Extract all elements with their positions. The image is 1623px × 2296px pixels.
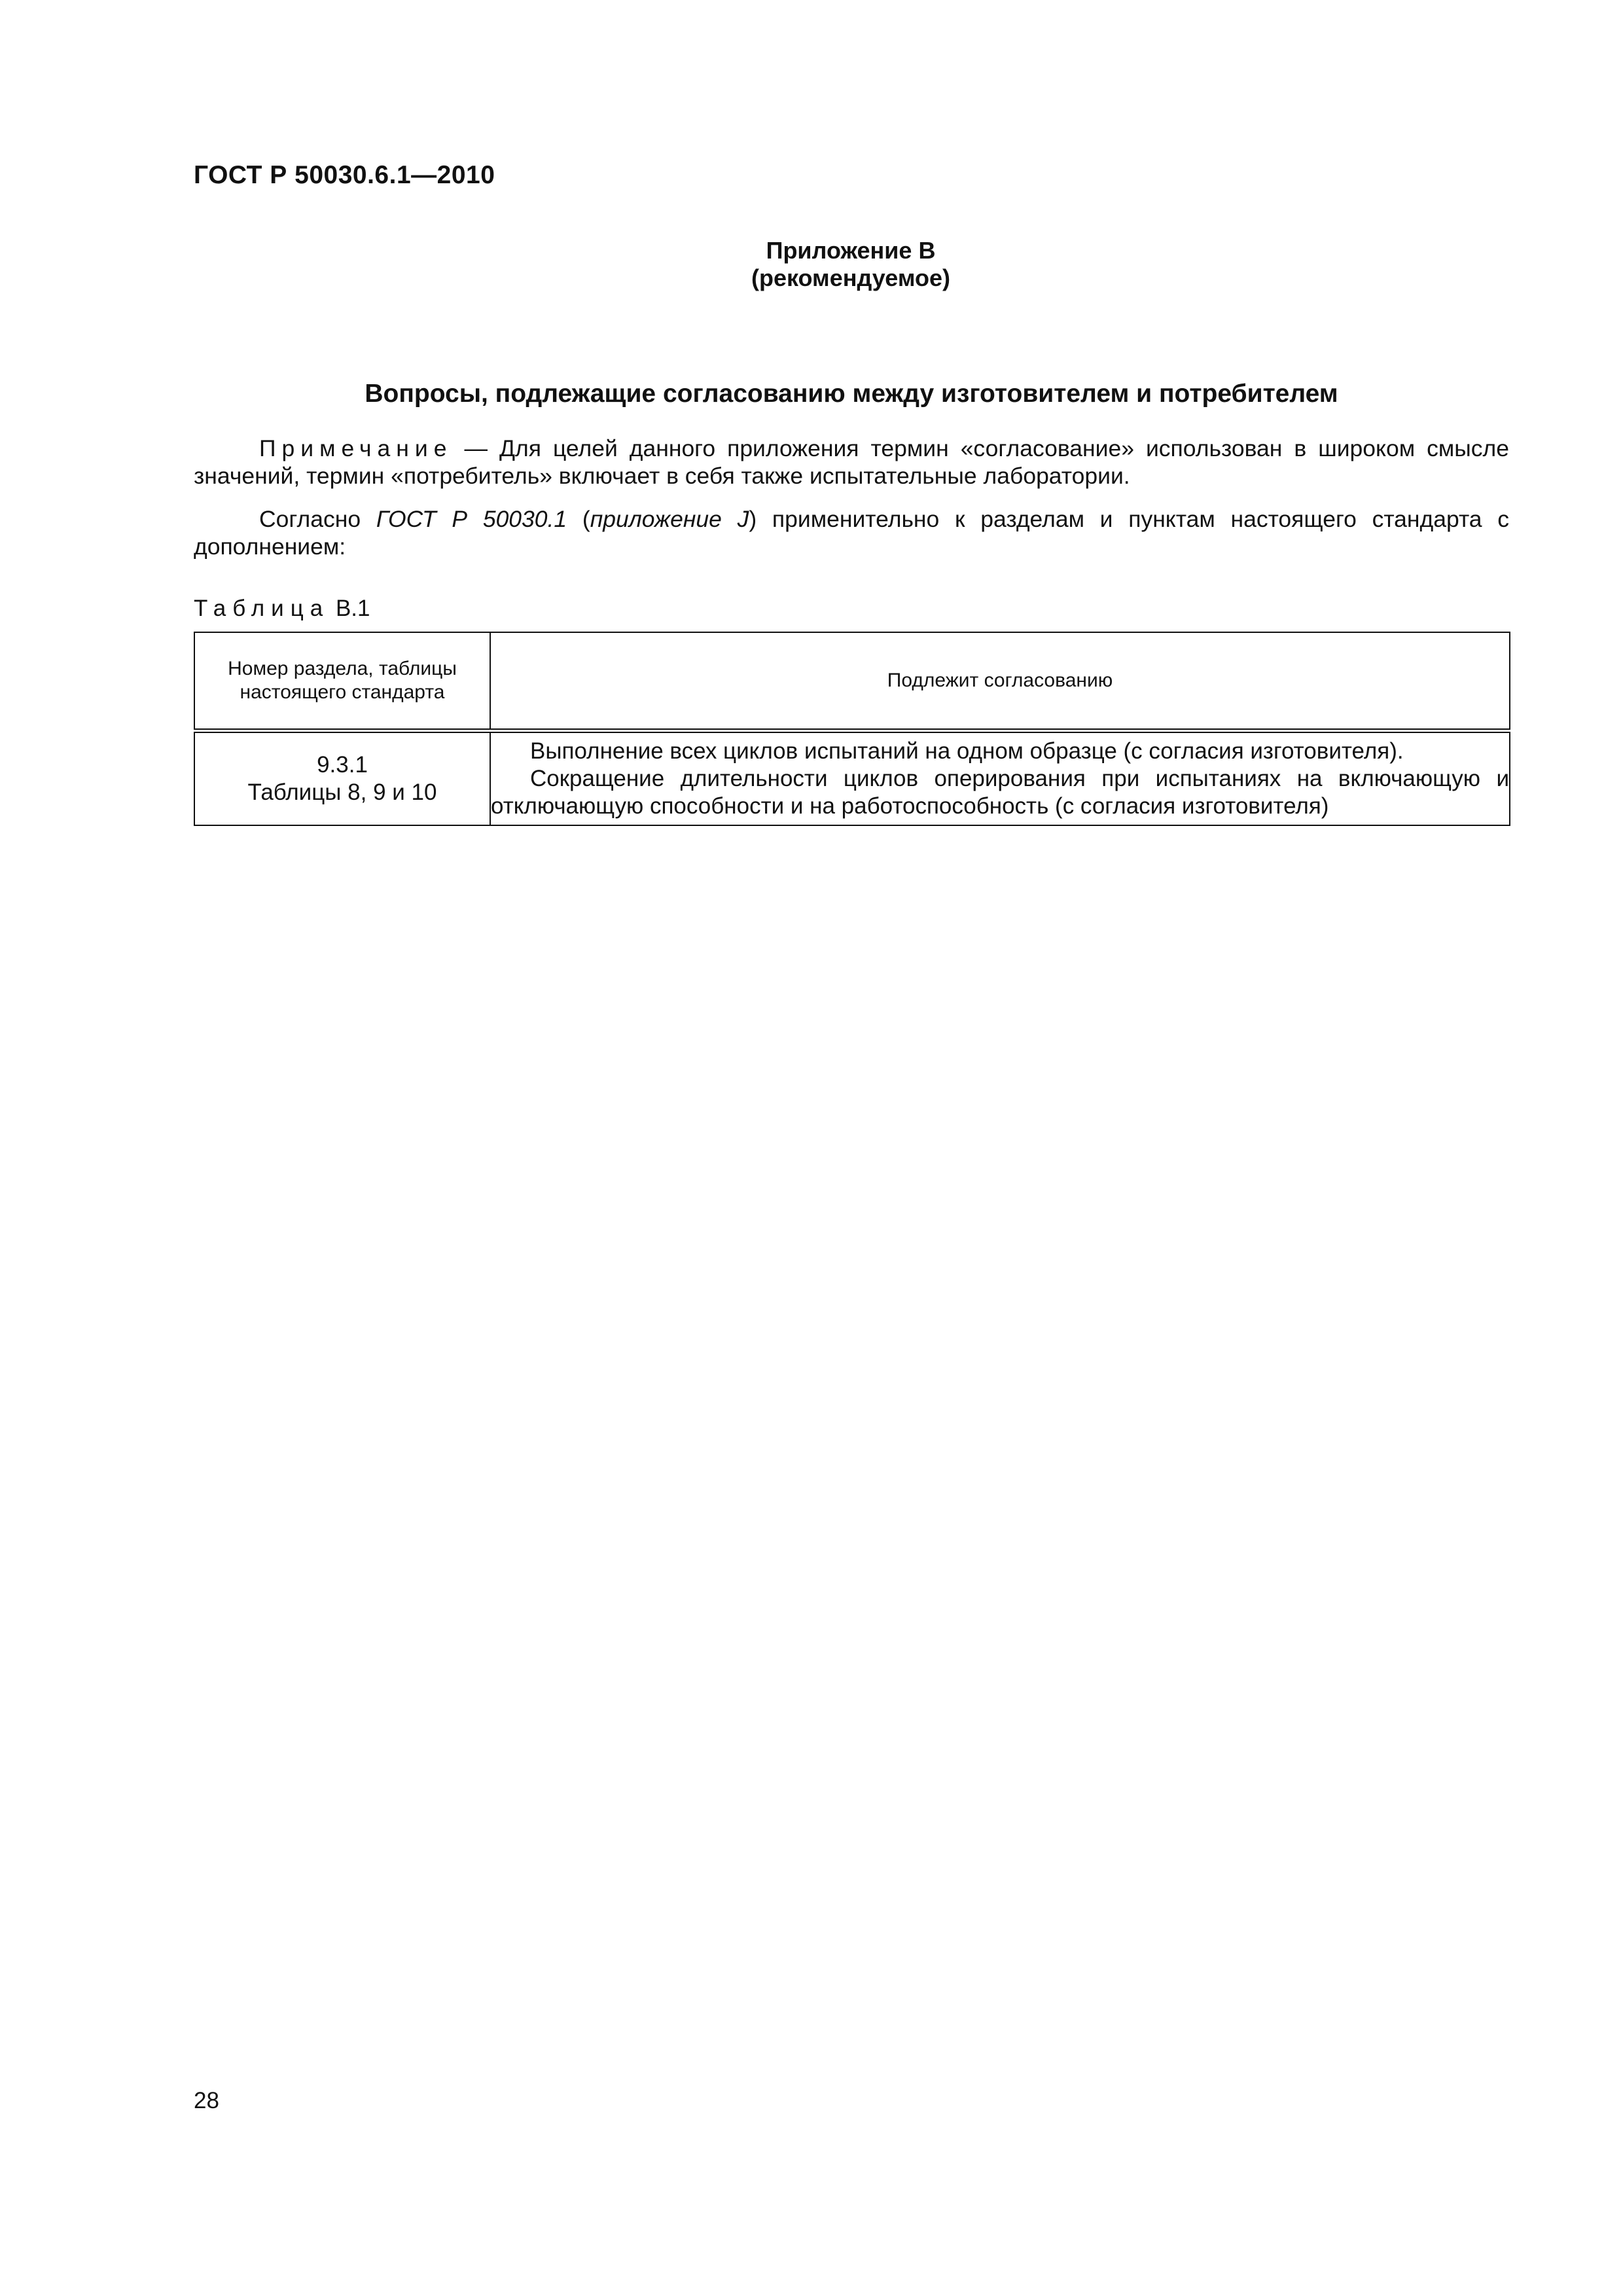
requirements-table <box>194 632 1510 826</box>
reference-text: применительно к разделам и пунктам настоящего стандарта с дополнением: <box>194 506 1510 560</box>
table-row <box>194 731 1510 826</box>
agreement-item-text: Сокращение длительности циклов оперирования при испытаниях на включающую и отключающую способности и на работоспособность (с согласия изготовителя) <box>491 766 1509 819</box>
note-text: Для целей данного приложения термин «согласование» использован в широком смысле значений, термин «потребитель» включает в себя также испытательные лаборатории. <box>194 435 1510 489</box>
table-label-number: В.1 <box>329 596 370 621</box>
reference-annex: приложение J <box>590 506 749 532</box>
reference-paren-open: ( <box>567 506 590 532</box>
note-dash: — <box>452 435 499 461</box>
appendix-title: Приложение В <box>766 237 936 264</box>
reference-prefix: Согласно <box>259 506 376 532</box>
section-reference-clause: 9.3.1 <box>317 752 368 778</box>
page-number: 28 <box>194 2088 219 2113</box>
column-header-section-number: Номер раздела, таблицы настоящего стандарта <box>194 632 490 731</box>
table-header-row <box>194 632 1510 731</box>
note-label: Примечание <box>259 435 453 461</box>
reference-standard-link: ГОСТ Р 50030.1 <box>376 506 567 532</box>
agreement-item <box>491 738 1509 765</box>
section-reference-cell <box>194 731 490 826</box>
agreement-item-text: Выполнение всех циклов испытаний на одном образце (с согласия изготовителя). <box>530 738 1404 764</box>
document-code-header: ГОСТ Р 50030.6.1—2010 <box>194 161 495 189</box>
appendix-type: (рекомендуемое) <box>751 264 950 291</box>
reference-paragraph <box>194 505 1509 560</box>
table-label <box>194 596 370 622</box>
section-reference-tables: Таблицы 8, 9 и 10 <box>247 780 437 805</box>
reference-paren-close: ) <box>749 506 757 532</box>
agreement-item <box>491 765 1509 820</box>
agreement-items-cell <box>490 731 1510 826</box>
table-label-word: Таблица <box>194 596 330 621</box>
appendix-heading <box>0 237 1623 292</box>
note-paragraph <box>194 435 1509 490</box>
column-header-agreement: Подлежит согласованию <box>490 632 1510 731</box>
section-title: Вопросы, подлежащие согласованию между изготовителем и потребителем <box>365 380 1338 408</box>
